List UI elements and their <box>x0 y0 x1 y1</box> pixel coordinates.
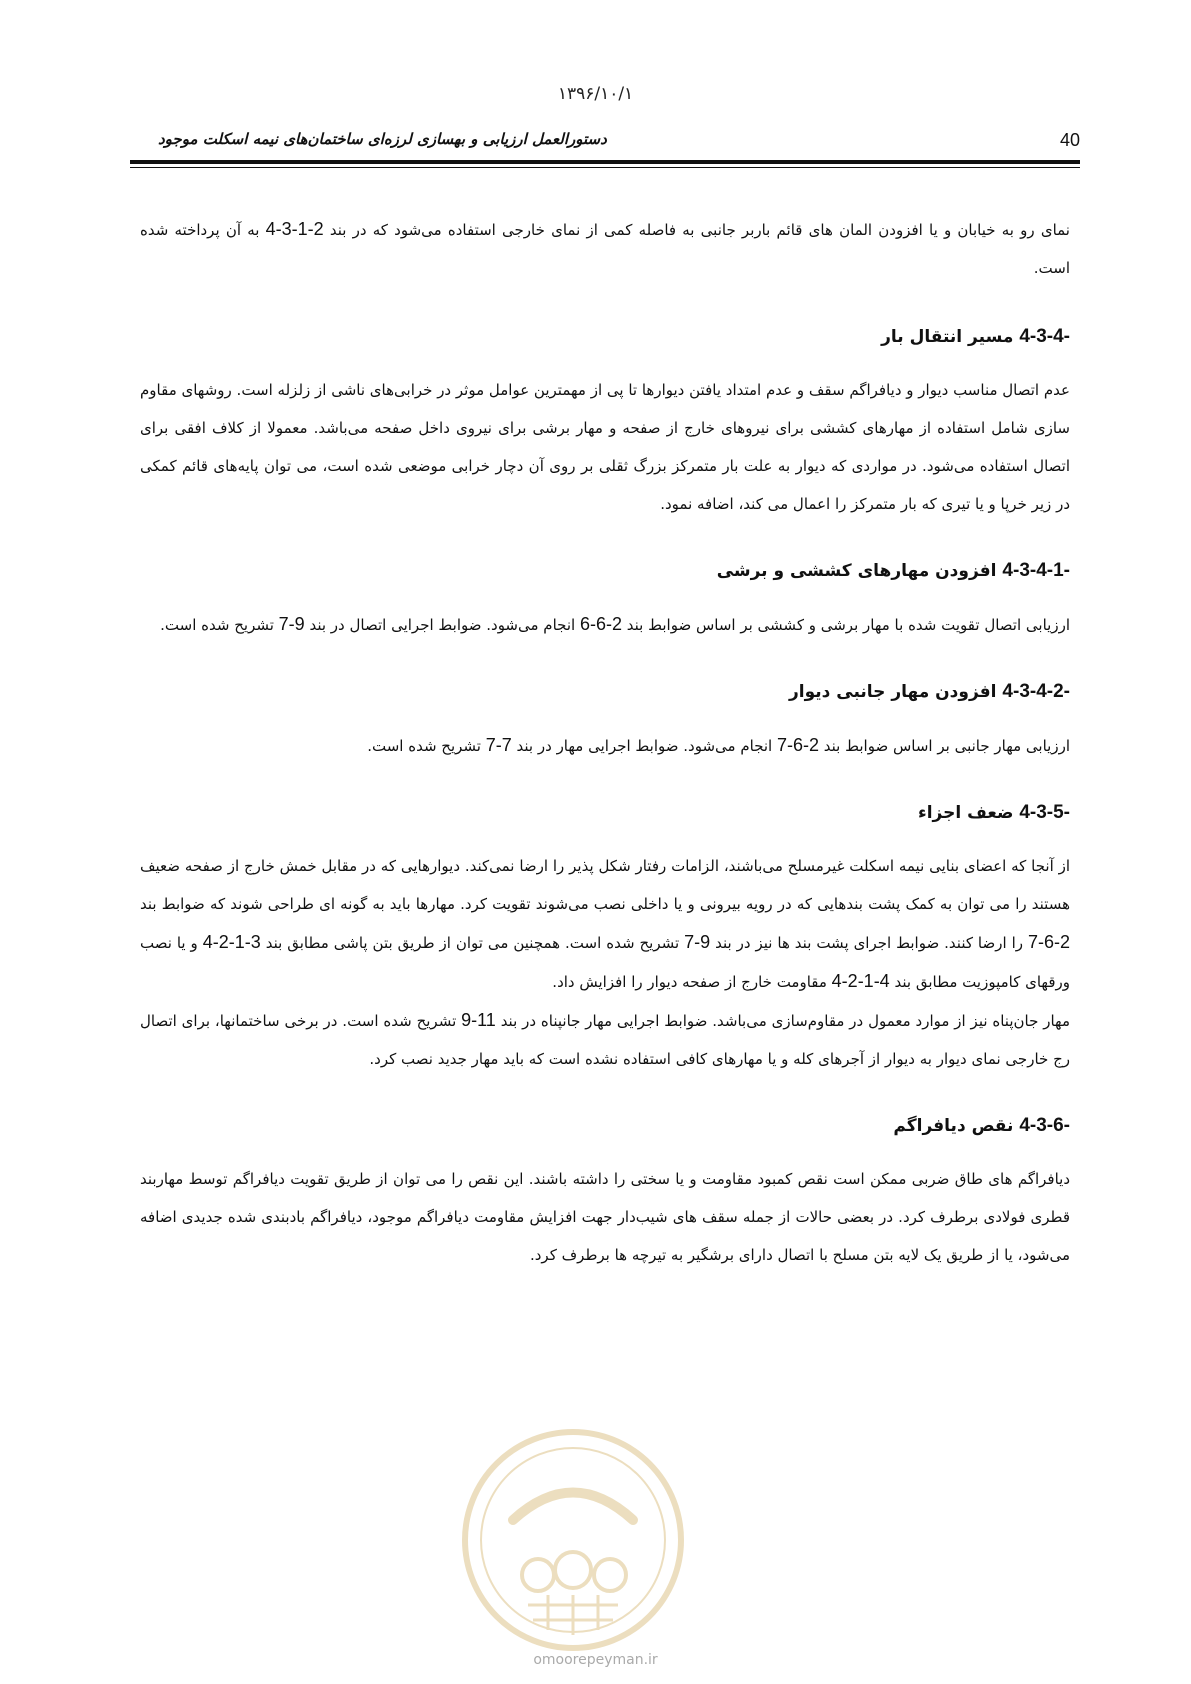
section-title: مسیر انتقال بار <box>881 327 1020 347</box>
section-number: 4-3-6- <box>1019 1115 1070 1136</box>
section-paragraph: ارزیابی اتصال تقویت شده با مهار برشی و کششی بر اساس ضوابط بند 6-6-2 انجام می‌شود. ضوابط اجرایی اتصال در بند 7-9 تشریح شده است. <box>160 614 1070 634</box>
section-paragraph: دیافراگم های طاق ضربی ممکن است نقص کمبود مقاومت و یا سختی را داشته باشند. این نقص را می توان از طریق تقویت دیافراگم توسط مهاربند قطری فولادی برطرف کرد. در بعضی حالات از جمله سقف های شیب‌دار جهت افزایش مقاومت دیافراگم موجود، دیافراگم بادبندی شده جدیدی اضافه می‌شود، یا از طریق یک لایه بتن مسلح با اتصال دارای برشگیر به تیرچه ها برطرف کرد. <box>140 1170 1070 1264</box>
section-number: 4-3-4-1- <box>1002 560 1070 581</box>
watermark-text: omoorepeyman.ir <box>533 1652 658 1668</box>
page-header <box>130 128 1080 158</box>
document-date: ۱۳۹۶/۱۰/۱ <box>557 84 634 104</box>
section-title: ضعف اجزاء <box>918 803 1020 823</box>
page-number: 40 <box>1059 130 1080 150</box>
section-paragraph: از آنجا که اعضای بنایی نیمه اسکلت غیرمسلح می‌باشند، الزامات رفتار شکل پذیر را ارضا نمی‌کند. دیوارهایی که در مقابل خمش خارج از صفحه ضعیف هستند را می توان به کمک پشت بندهایی که در رویه بیرونی و یا داخلی نصب می‌شوند تقویت کرد. مهارها باید به گونه ای طراحی شوند که ضوابط بند 7-6-2 را ارضا کنند. ضوابط اجرای پشت بند ها نیز در بند 7-9 تشریح شده است. همچنین می توان از طریق بتن پاشی مطابق بند 4-2-1-3 و یا نصب ورقهای کامپوزیت مطابق بند 4-2-1-4 مقاومت خارج از صفحه دیوار را افزایش داد. <box>140 857 1070 991</box>
intro-paragraph: نمای رو به خیابان و یا افزودن المان های قائم باربر جانبی به فاصله کمی از نمای خارجی استفاده می‌شود که در بند 4-3-1-2 به آن پرداخته شده است. <box>140 219 1070 277</box>
section-paragraph: ارزیابی مهار جانبی بر اساس ضوابط بند 7-6-2 انجام می‌شود. ضوابط اجرایی مهار در بند 7-7 تشریح شده است. <box>367 735 1070 755</box>
section-title: افزودن مهارهای کششی و برشی <box>716 561 1003 581</box>
section-heading-diaphragm-deficiency <box>140 1106 1070 1146</box>
section-heading-load-path <box>140 317 1070 357</box>
section-title: نقص دیافراگم <box>893 1116 1020 1136</box>
section-heading-component-weakness <box>140 793 1070 833</box>
seal-icon <box>458 1425 688 1655</box>
section-heading-tension-shear-anchors <box>140 551 1070 591</box>
section-title: افزودن مهار جانبی دیوار <box>788 682 1003 702</box>
section-number: 4-3-4-2- <box>1002 681 1070 702</box>
section-paragraph: مهار جان‌پناه نیز از موارد معمول در مقاوم‌سازی می‌باشد. ضوابط اجرایی مهار جانپناه در بند 9-11 تشریح شده است. در برخی ساختمانها، برای اتصال رج خارجی نمای دیوار به دیوار از آجرهای کله و یا مهارهای کافی استفاده نشده است که باید مهار جدید نصب کرد. <box>140 1010 1070 1068</box>
section-number: 4-3-4- <box>1019 326 1070 347</box>
section-paragraph: عدم اتصال مناسب دیوار و دیافراگم سقف و عدم امتداد یافتن دیوارها تا پی از مهمترین عوامل موثر در خرابی‌های ناشی از زلزله است. روشهای مقاوم سازی شامل استفاده از مهارهای کششی برای نیروهای خارج از صفحه و مهار برشی برای نیروی داخل صفحه می‌باشد. معمولا از کلاف افقی برای اتصال استفاده می‌شود. در مواردی که دیوار به علت بار متمرکز بزرگ ثقلی بر روی آن دچار خرابی موضعی شده است، می توان پایه‌های قائم کمکی در زیر خرپا و یا تیری که بار متمرکز را اعمال می کند، اضافه نمود. <box>140 381 1070 513</box>
running-title: دستورالعمل ارزیابی و بهسازی لرزه‌ای ساختمان‌های نیمه اسکلت موجود <box>158 130 607 148</box>
body-content <box>140 210 1070 1274</box>
section-number: 4-3-5- <box>1019 802 1070 823</box>
clause-reference: 4-3-1-2 <box>265 219 324 239</box>
header-rule-thick <box>130 160 1080 164</box>
section-heading-wall-lateral-bracing <box>140 672 1070 712</box>
header-rule-thin <box>130 167 1080 168</box>
